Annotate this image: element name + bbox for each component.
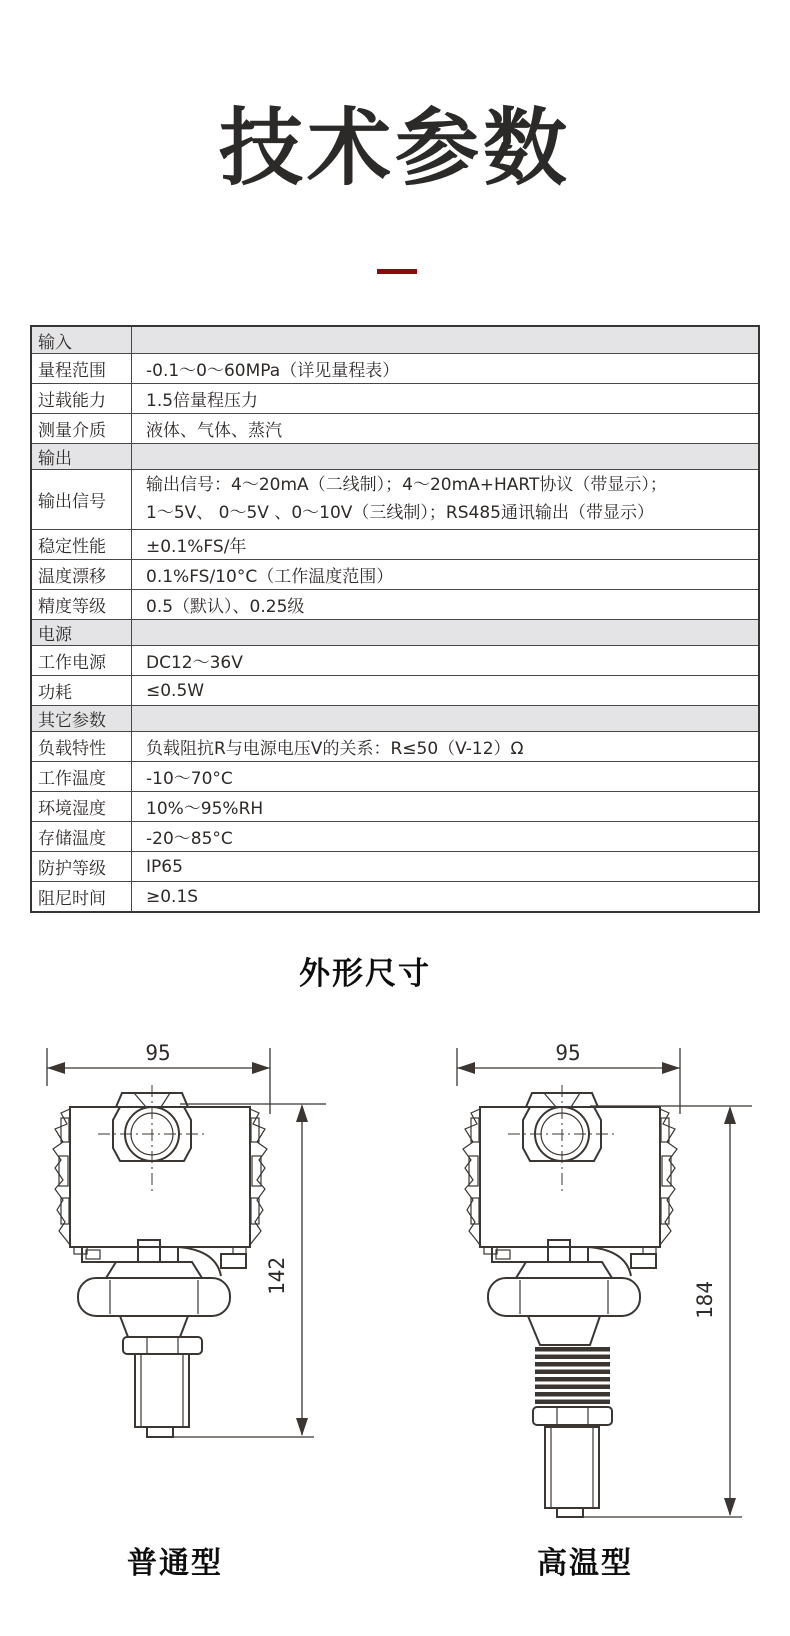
spec-section-label: 其它参数 (32, 706, 132, 731)
spec-value: -20～85°C (146, 829, 233, 849)
spec-value: 0.1%FS/10°C（工作温度范围） (146, 567, 394, 587)
spec-row (32, 881, 758, 911)
height-dimension-142 (160, 1104, 326, 1437)
spec-row (32, 559, 758, 589)
outline-dimensions-heading: 外形尺寸 (299, 956, 431, 992)
process-connection (488, 1278, 640, 1345)
spec-section-row (32, 619, 758, 645)
spec-row (32, 353, 758, 383)
threaded-stem (533, 1407, 612, 1517)
cable-gland (508, 1085, 618, 1192)
spec-row (32, 529, 758, 559)
spec-section-row (32, 327, 758, 353)
spec-value: 0.5（默认）、0.25级 (146, 597, 305, 617)
spec-label: 测量介质 (32, 414, 132, 443)
spec-section-label: 输入 (32, 327, 132, 353)
transmitter-housing (463, 1107, 677, 1254)
spec-value-multiline (132, 470, 758, 529)
spec-value: 1.5倍量程压力 (146, 391, 259, 411)
height-dim-label: 142 (265, 1257, 289, 1295)
spec-value: 10%～95%RH (146, 799, 264, 819)
process-connection (78, 1278, 230, 1437)
spec-label: 过载能力 (32, 384, 132, 413)
spec-row (32, 851, 758, 881)
spec-row-output-signal (32, 469, 758, 529)
spec-value: ±0.1%FS/年 (146, 537, 247, 557)
spec-label: 稳定性能 (32, 530, 132, 559)
spec-row (32, 589, 758, 619)
spec-row (32, 645, 758, 675)
spec-row (32, 761, 758, 791)
spec-section-row (32, 705, 758, 731)
radiator-fins (535, 1347, 610, 1404)
high-temp-type-drawing (440, 1000, 770, 1530)
spec-value: 负载阻抗R与电源电压V的关系：R≤50（V-12）Ω (146, 739, 524, 759)
spec-value: -10～70°C (146, 769, 233, 789)
spec-section-label: 输出 (32, 444, 132, 469)
spec-label: 输出信号 (32, 470, 132, 529)
spec-value-line2: 1～5V、 0～5V 、0～10V（三线制）；RS485通讯输出（带显示） (146, 502, 654, 523)
spec-label: 温度漂移 (32, 560, 132, 589)
high-temp-type-caption: 高温型 (537, 1546, 633, 1581)
spec-label: 防护等级 (32, 852, 132, 881)
spec-section-label: 电源 (32, 620, 132, 645)
spec-section-row (32, 443, 758, 469)
spec-row (32, 731, 758, 761)
spec-table (30, 325, 760, 913)
spec-label: 负载特性 (32, 732, 132, 761)
spec-value: ≥0.1S (146, 886, 199, 907)
spec-label: 工作电源 (32, 646, 132, 675)
width-dimension-95 (47, 1041, 270, 1114)
conduit-elbow (492, 1240, 656, 1278)
spec-row (32, 821, 758, 851)
spec-section-empty (132, 706, 758, 731)
spec-value-line1: 输出信号：4～20mA（二线制）；4～20mA+HART协议（带显示）； (146, 475, 667, 496)
width-dim-label: 95 (145, 1041, 171, 1065)
spec-label: 量程范围 (32, 354, 132, 383)
conduit-elbow (82, 1240, 246, 1278)
spec-label: 环境湿度 (32, 792, 132, 821)
spec-value: DC12～36V (146, 653, 243, 673)
spec-row (32, 675, 758, 705)
spec-row (32, 791, 758, 821)
spec-label: 精度等级 (32, 590, 132, 619)
standard-type-drawing (30, 1000, 340, 1460)
spec-row (32, 413, 758, 443)
spec-value: IP65 (146, 856, 183, 877)
spec-value: ≤0.5W (146, 680, 205, 701)
spec-label: 存储温度 (32, 822, 132, 851)
cable-gland (98, 1085, 208, 1192)
page-title: 技术参数 (218, 99, 571, 197)
standard-type-caption: 普通型 (127, 1546, 223, 1581)
height-dim-label: 184 (693, 1281, 717, 1319)
width-dimension-95 (457, 1041, 680, 1114)
spec-row (32, 383, 758, 413)
spec-label: 阻尼时间 (32, 882, 132, 911)
spec-section-empty (132, 620, 758, 645)
spec-label: 工作温度 (32, 762, 132, 791)
spec-section-empty (132, 444, 758, 469)
spec-value: -0.1～0～60MPa（详见量程表） (146, 361, 400, 381)
transmitter-housing (53, 1107, 267, 1254)
spec-value: 液体、气体、蒸汽 (146, 421, 282, 441)
title-accent-dash (377, 269, 417, 274)
spec-section-empty (132, 327, 758, 353)
spec-label: 功耗 (32, 676, 132, 705)
width-dim-label: 95 (555, 1041, 581, 1065)
